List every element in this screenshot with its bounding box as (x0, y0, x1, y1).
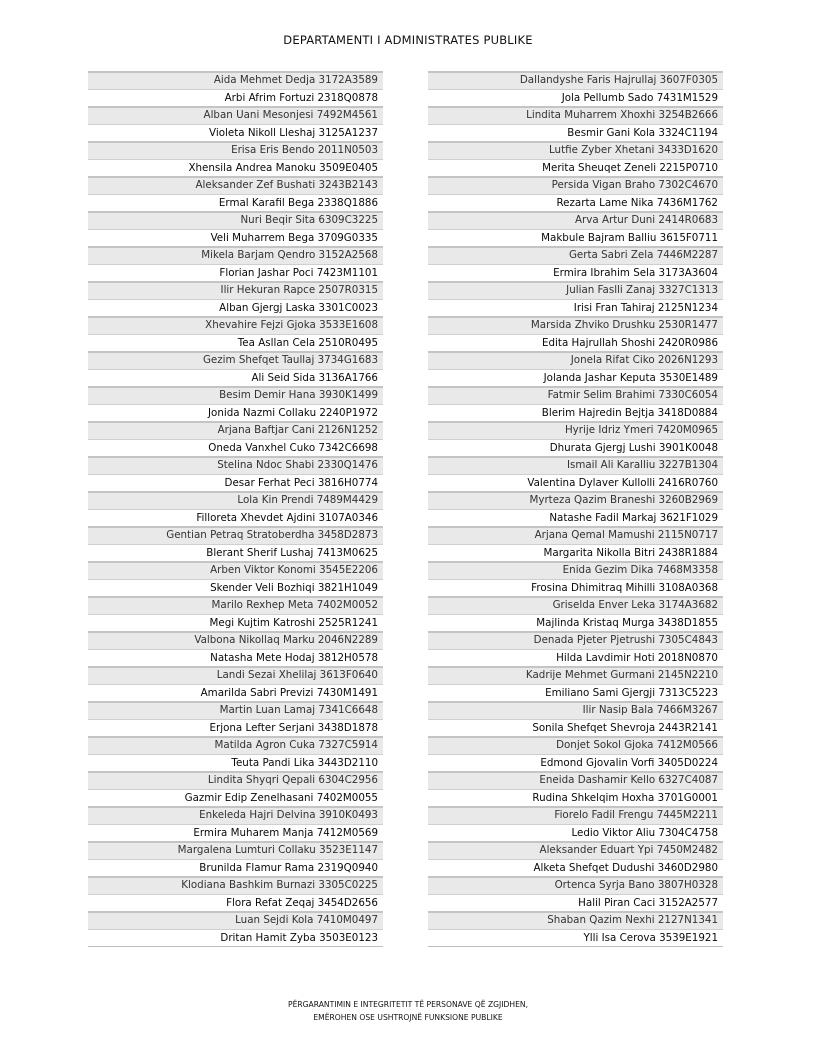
list-item: Nuri Beqir Sita 6309C3225 (88, 211, 383, 229)
list-item: Jola Pellumb Sado 7431M1529 (428, 89, 723, 107)
list-item: Sonila Shefqet Shevroja 2443R2141 (428, 719, 723, 737)
list-item: Blerant Sherif Lushaj 7413M0625 (88, 544, 383, 562)
list-item: Enkeleda Hajri Delvina 3910K0493 (88, 806, 383, 824)
list-item: Arjana Qemal Mamushi 2115N0717 (428, 526, 723, 544)
list-item: Margalena Lumturi Collaku 3523E1147 (88, 841, 383, 859)
list-item: Shaban Qazim Nexhi 2127N1341 (428, 911, 723, 929)
list-item: Edita Hajrullah Shoshi 2420R0986 (428, 334, 723, 352)
list-item: Ermal Karafil Bega 2338Q1886 (88, 194, 383, 212)
list-item: Teuta Pandi Lika 3443D2110 (88, 754, 383, 772)
list-item: Matilda Agron Cuka 7327C5914 (88, 736, 383, 754)
list-item: Edmond Gjovalin Vorfi 3405D0224 (428, 754, 723, 772)
list-item: Lola Kin Prendi 7489M4429 (88, 491, 383, 509)
list-item: Alban Gjergj Laska 3301C0023 (88, 299, 383, 317)
list-item: Makbule Bajram Balliu 3615F0711 (428, 229, 723, 247)
list-item: Arjana Baftjar Cani 2126N1252 (88, 421, 383, 439)
footer-line-2: EMËROHEN OSE USHTROJNË FUNKSIONE PUBLIKE (313, 1013, 503, 1022)
list-item: Ilir Hekuran Rapce 2507R0315 (88, 281, 383, 299)
list-item: Jolanda Jashar Keputa 3530E1489 (428, 369, 723, 387)
list-item: Merita Sheuqet Zeneli 2215P0710 (428, 159, 723, 177)
list-item: Luan Sejdi Kola 7410M0497 (88, 911, 383, 929)
list-item: Myrteza Qazim Braneshi 3260B2969 (428, 491, 723, 509)
page-title: DEPARTAMENTI I ADMINISTRATES PUBLIKE (283, 33, 533, 47)
list-item: Kadrije Mehmet Gurmani 2145N2210 (428, 666, 723, 684)
list-item: Margarita Nikolla Bitri 2438R1884 (428, 544, 723, 562)
list-item: Erjona Lefter Serjani 3438D1878 (88, 719, 383, 737)
list-item: Tea Asllan Cela 2510R0495 (88, 334, 383, 352)
list-item: Desar Ferhat Peci 3816H0774 (88, 474, 383, 492)
list-item: Aleksander Eduart Ypi 7450M2482 (428, 841, 723, 859)
list-item: Lindita Shyqri Qepali 6304C2956 (88, 771, 383, 789)
list-item: Majlinda Kristaq Murga 3438D1855 (428, 614, 723, 632)
list-item: Jonela Rifat Ciko 2026N1293 (428, 351, 723, 369)
list-item: Arben Viktor Konomi 3545E2206 (88, 561, 383, 579)
list-item: Megi Kujtim Katroshi 2525R1241 (88, 614, 383, 632)
list-item: Hyrije Idriz Ymeri 7420M0965 (428, 421, 723, 439)
list-item: Klodiana Bashkim Burnazi 3305C0225 (88, 876, 383, 894)
list-item: Natasha Mete Hodaj 3812H0578 (88, 649, 383, 667)
list-item: Landi Sezai Xhelilaj 3613F0640 (88, 666, 383, 684)
list-item: Dritan Hamit Zyba 3503E0123 (88, 929, 383, 947)
footer-line-1: PËRGARANTIMIN E INTEGRITETIT TË PERSONAVE QË ZGJIDHEN, (288, 1000, 528, 1009)
list-item: Fatmir Selim Brahimi 7330C6054 (428, 386, 723, 404)
list-item: Dhurata Gjergj Lushi 3901K0048 (428, 439, 723, 457)
list-item: Gezim Shefqet Taullaj 3734G1683 (88, 351, 383, 369)
list-item: Amarilda Sabri Previzi 7430M1491 (88, 684, 383, 702)
list-item: Ilir Nasip Bala 7466M3267 (428, 701, 723, 719)
right-name-list (428, 71, 723, 947)
left-name-list (88, 71, 383, 947)
list-item: Xhevahire Fejzi Gjoka 3533E1608 (88, 316, 383, 334)
list-item: Natashe Fadil Markaj 3621F1029 (428, 509, 723, 527)
list-item: Besmir Gani Kola 3324C1194 (428, 124, 723, 142)
list-item: Ylli Isa Cerova 3539E1921 (428, 929, 723, 947)
list-item: Violeta Nikoll Lleshaj 3125A1237 (88, 124, 383, 142)
list-item: Marilo Rexhep Meta 7402M0052 (88, 596, 383, 614)
list-end-rule (428, 946, 723, 947)
list-item: Stelina Ndoc Shabi 2330Q1476 (88, 456, 383, 474)
list-item: Denada Pjeter Pjetrushi 7305C4843 (428, 631, 723, 649)
list-item: Eneida Dashamir Kello 6327C4087 (428, 771, 723, 789)
list-item: Ismail Ali Karalliu 3227B1304 (428, 456, 723, 474)
list-item: Gerta Sabri Zela 7446M2287 (428, 246, 723, 264)
list-item: Persida Vigan Braho 7302C4670 (428, 176, 723, 194)
list-item: Frosina Dhimitraq Mihilli 3108A0368 (428, 579, 723, 597)
list-item: Lutfie Zyber Xhetani 3433D1620 (428, 141, 723, 159)
list-item: Donjet Sokol Gjoka 7412M0566 (428, 736, 723, 754)
list-item: Erisa Eris Bendo 2011N0503 (88, 141, 383, 159)
list-item: Filloreta Xhevdet Ajdini 3107A0346 (88, 509, 383, 527)
list-item: Julian Faslli Zanaj 3327C1313 (428, 281, 723, 299)
list-item: Veli Muharrem Bega 3709G0335 (88, 229, 383, 247)
list-item: Gentian Petraq Stratoberdha 3458D2873 (88, 526, 383, 544)
list-item: Rezarta Lame Nika 7436M1762 (428, 194, 723, 212)
list-item: Alban Uani Mesonjesi 7492M4561 (88, 106, 383, 124)
list-item: Martin Luan Lamaj 7341C6648 (88, 701, 383, 719)
list-item: Aleksander Zef Bushati 3243B2143 (88, 176, 383, 194)
list-item: Irisi Fran Tahiraj 2125N1234 (428, 299, 723, 317)
list-item: Marsida Zhviko Drushku 2530R1477 (428, 316, 723, 334)
list-item: Griselda Enver Leka 3174A3682 (428, 596, 723, 614)
list-item: Ermira Muharem Manja 7412M0569 (88, 824, 383, 842)
list-item: Fiorelo Fadil Frengu 7445M2211 (428, 806, 723, 824)
list-item: Lindita Muharrem Xhoxhi 3254B2666 (428, 106, 723, 124)
list-item: Ermira Ibrahim Sela 3173A3604 (428, 264, 723, 282)
list-item: Ortenca Syrja Bano 3807H0328 (428, 876, 723, 894)
list-item: Skender Veli Bozhiqi 3821H1049 (88, 579, 383, 597)
list-item: Xhensila Andrea Manoku 3509E0405 (88, 159, 383, 177)
list-item: Brunilda Flamur Rama 2319Q0940 (88, 859, 383, 877)
list-item: Arbi Afrim Fortuzi 2318Q0878 (88, 89, 383, 107)
list-item: Arva Artur Duni 2414R0683 (428, 211, 723, 229)
list-item: Alketa Shefqet Dudushi 3460D2980 (428, 859, 723, 877)
list-item: Valbona Nikollaq Marku 2046N2289 (88, 631, 383, 649)
list-item: Hilda Lavdimir Hoti 2018N0870 (428, 649, 723, 667)
list-item: Besim Demir Hana 3930K1499 (88, 386, 383, 404)
list-item: Valentina Dylaver Kullolli 2416R0760 (428, 474, 723, 492)
list-item: Rudina Shkelqim Hoxha 3701G0001 (428, 789, 723, 807)
list-item: Emiliano Sami Gjergji 7313C5223 (428, 684, 723, 702)
list-end-rule (88, 946, 383, 947)
list-item: Ali Seid Sida 3136A1766 (88, 369, 383, 387)
list-item: Gazmir Edip Zenelhasani 7402M0055 (88, 789, 383, 807)
page-footer (0, 998, 816, 1024)
list-item: Flora Refat Zeqaj 3454D2656 (88, 894, 383, 912)
list-item: Dallandyshe Faris Hajrullaj 3607F0305 (428, 71, 723, 89)
list-item: Jonida Nazmi Collaku 2240P1972 (88, 404, 383, 422)
list-item: Halil Piran Caci 3152A2577 (428, 894, 723, 912)
list-item: Ledio Viktor Aliu 7304C4758 (428, 824, 723, 842)
list-item: Florian Jashar Poci 7423M1101 (88, 264, 383, 282)
list-item: Mikela Barjam Qendro 3152A2568 (88, 246, 383, 264)
list-item: Oneda Vanxhel Cuko 7342C6698 (88, 439, 383, 457)
list-item: Blerim Hajredin Bejtja 3418D0884 (428, 404, 723, 422)
list-item: Aida Mehmet Dedja 3172A3589 (88, 71, 383, 89)
list-item: Enida Gezim Dika 7468M3358 (428, 561, 723, 579)
